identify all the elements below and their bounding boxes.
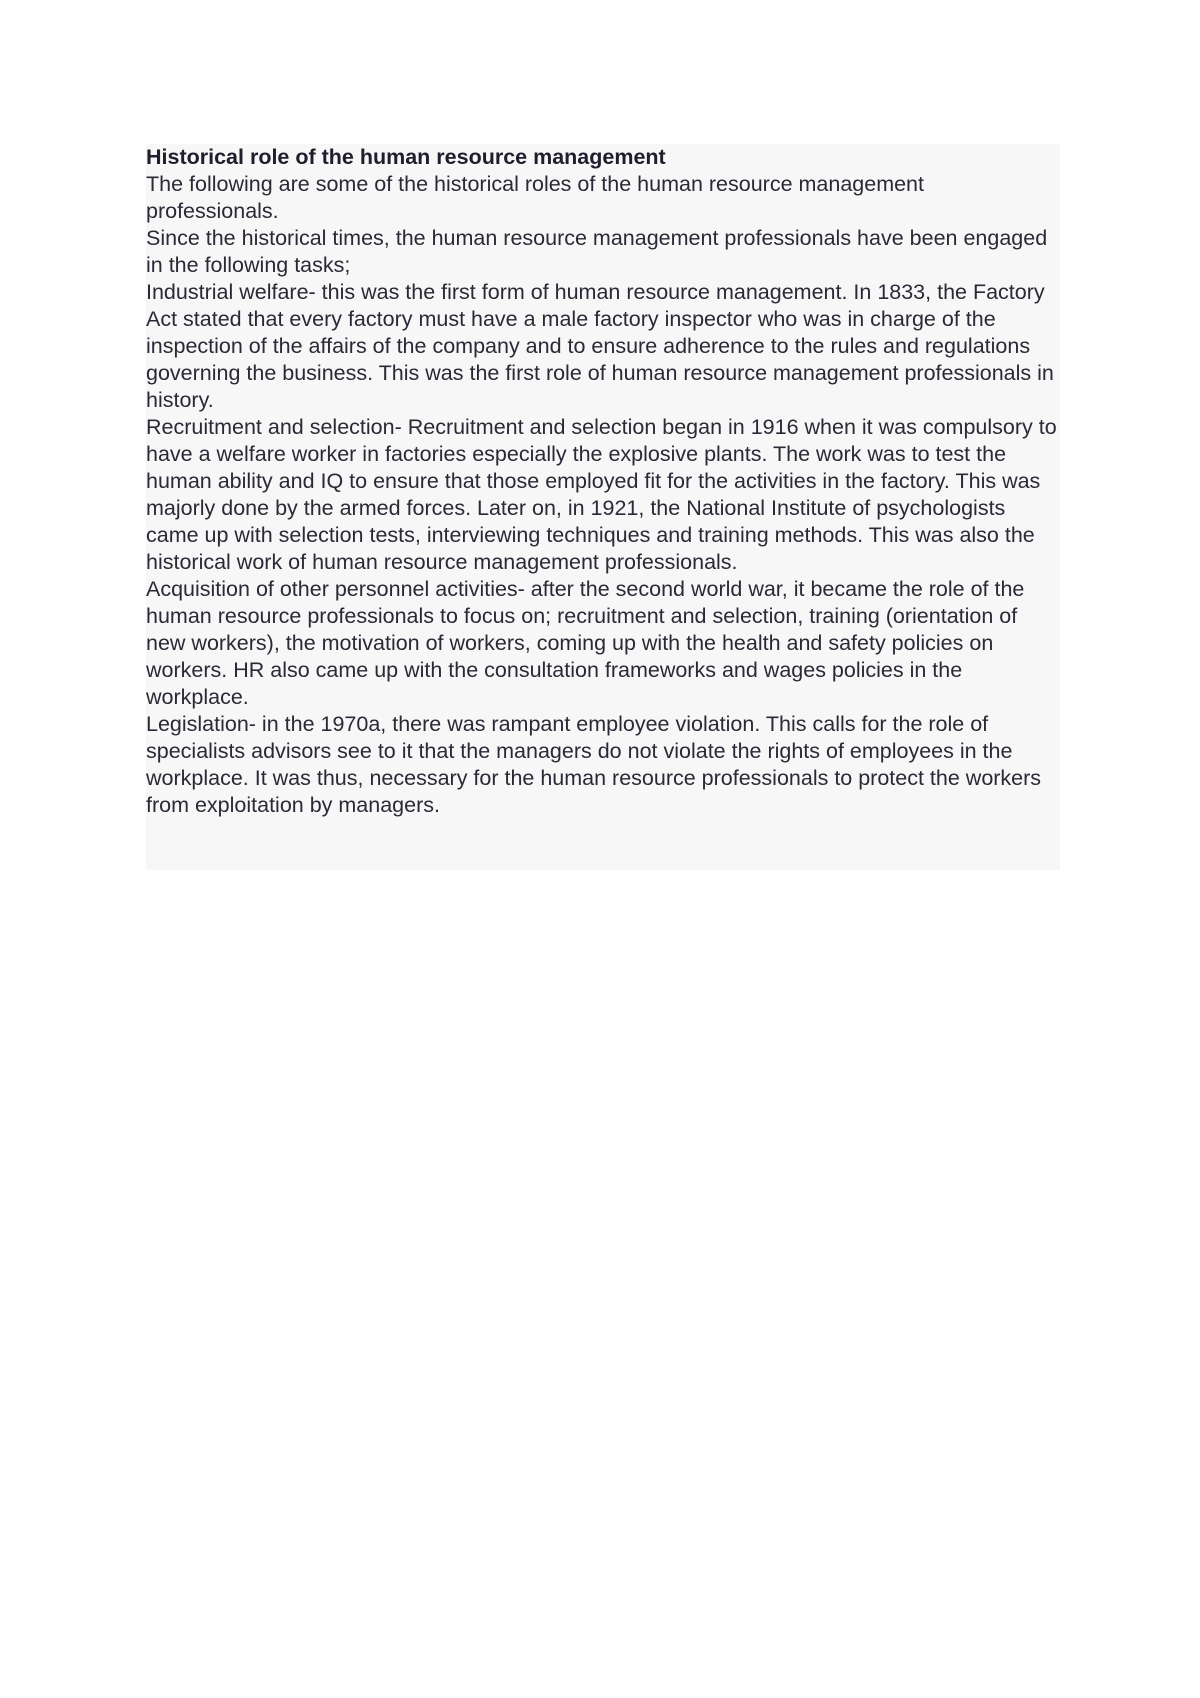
text-block: [146, 144, 1060, 870]
intro-paragraph: The following are some of the historical roles of the human resource management professionals.: [146, 172, 924, 223]
recruitment-selection-paragraph: Recruitment and selection- Recruitment and selection began in 1916 when it was compulsory to have a welfare worker in factories especially the explosive plants. The work was to test the human ability and IQ to ensure that those employed fit for the activities in the factory. This was majorly done by the armed forces. Later on, in 1921, the National Institute of psychologists came up with selection tests, interviewing techniques and training methods. This was also the historical work of human resource management professionals.: [146, 415, 1057, 574]
legislation-paragraph: Legislation- in the 1970a, there was rampant employee violation. This calls for the role of specialists advisors see to it that the managers do not violate the rights of employees in the workplace. It was thus, necessary for the human resource professionals to protect the workers from exploitation by managers.: [146, 712, 1042, 817]
industrial-welfare-paragraph: Industrial welfare- this was the first form of human resource management. In 1833, the Factory Act stated that every factory must have a male factory inspector who was in charge of the inspection of the affairs of the company and to ensure adherence to the rules and regulations governing the business. This was the first role of human resource management professionals in history.: [146, 280, 1054, 412]
personnel-activities-paragraph: Acquisition of other personnel activities- after the second world war, it became the role of the human resource professionals to focus on; recruitment and selection, training (orientation of new workers), the motivation of workers, coming up with the health and safety policies on workers. HR also came up with the consultation frameworks and wages policies in the workplace.: [146, 577, 1025, 709]
tasks-intro-paragraph: Since the historical times, the human resource management professionals have been engaged in the following tasks;: [146, 226, 1048, 277]
document-title: Historical role of the human resource management: [146, 145, 666, 169]
